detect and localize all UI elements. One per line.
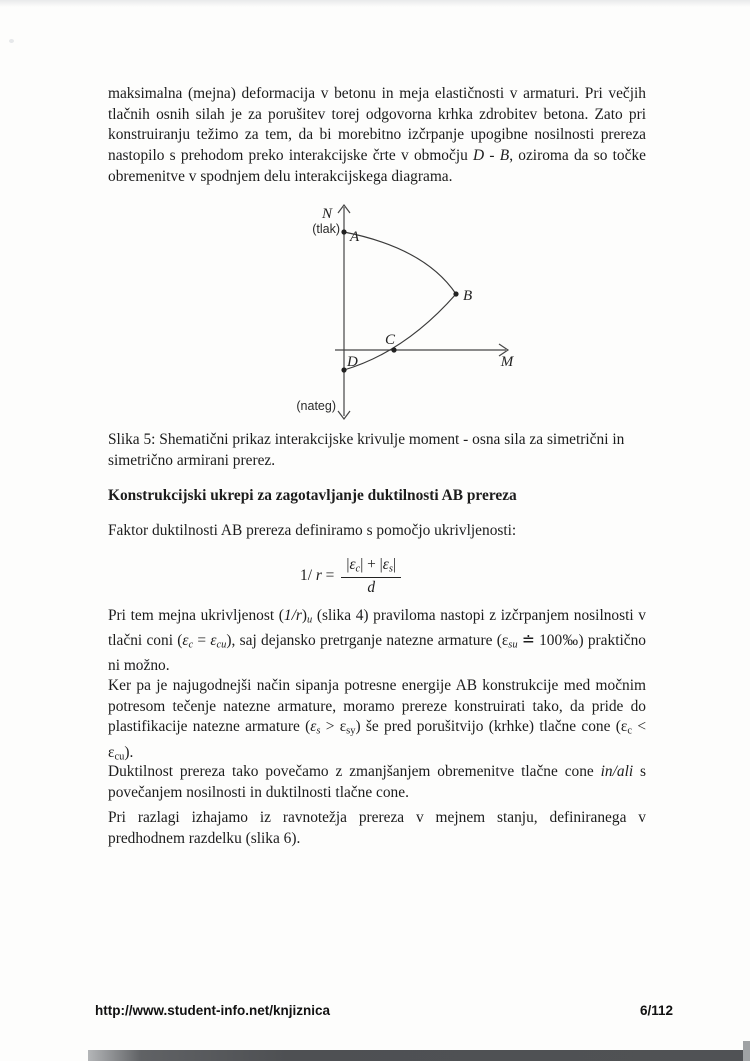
paragraph-equilibrium: Pri razlagi izhajamo iz ravnotežja prereza v mejnem stanju, definiranega v predhodnem razdelku (slika 6).	[108, 809, 646, 847]
section-heading: Konstrukcijski ukrepi za zagotavljanje duktilnosti AB prereza	[108, 487, 517, 504]
point-b-marker	[453, 291, 458, 296]
point-b-label: B	[463, 288, 473, 304]
footer-url: http://www.student-info.net/knjiznica	[95, 1003, 330, 1018]
paragraph-ductility-increase: Duktilnost prereza tako povečamo z zmanjšanjem obremenitve tlačne cone in/ali s povečanjem nosilnosti in duktilnosti tlačne cone.	[108, 763, 646, 801]
paragraph-intro: maksimalna (mejna) deformacija v betonu in meja elastičnosti v armaturi. Pri večjih tlačnih osnih silah je za porušitev torej odgovorna krhka zdrobitev betona. Zato pri konstruiranju težimo za tem, da bi morebitno izčrpanje upogibne nosilnosti prereza nastopilo s prehodom preko interakcijske črte v območju D - B, oziroma da so točke obremenitve v spodnjem delu interakcijskega diagrama.	[108, 85, 646, 185]
page-footer	[95, 1003, 673, 1018]
formula-numerator: $|\varepsilon_c| + |\varepsilon_s|$	[341, 556, 401, 578]
paragraph-factor: Faktor duktilnosti AB prereza definiramo s pomočjo ukrivljenosti:	[108, 522, 517, 539]
paragraph-energy-dissipation: Ker pa je najugodnejši način sipanja potresne energije AB konstrukcije med močnim potresom tečenje natezne armature, moramo prereze konstruirati tako, da pride do plastifikacije natezne armature $(\varepsilon_s > \varepsilon_{sy})$ še pred porušitvijo (krhke) tlačne cone $(\varepsilon_c < \varepsilon_{cu})$.	[108, 677, 646, 763]
footer-page-number: 6/112	[639, 1003, 673, 1018]
point-d-label: D	[347, 354, 358, 370]
formula-denominator: d	[367, 579, 376, 597]
interaction-curve-upper	[344, 232, 456, 294]
scan-edge-bottom	[88, 1050, 750, 1061]
point-c-marker	[391, 347, 396, 352]
formula-lhs: 1/ r =	[300, 567, 335, 585]
paragraph-curvature-limit: Pri tem mejna ukrivljenost $(1/r)_u$ (slika 4) praviloma nastopi z izčrpanjem nosilnosti v tlačni coni $(\varepsilon_c = \varepsilon_{cu})$, saj dejansko pretrganje natezne armature ($\varepsilon_{su}$ ≐ 100‰) praktično ni možno.	[108, 607, 646, 675]
scan-edge-top	[0, 0, 750, 7]
point-d-marker	[341, 367, 346, 372]
figure-caption: Slika 5: Shematični prikaz interakcijske krivulje moment - osna sila za simetrični in simetrično armirani prerez.	[108, 431, 625, 469]
point-c-label: C	[385, 332, 396, 348]
point-a-label: A	[350, 229, 360, 245]
formula-fraction	[341, 556, 401, 598]
tension-label: (nateg)	[296, 399, 336, 413]
scan-artifact	[9, 39, 14, 43]
formula-curvature	[108, 556, 646, 598]
m-axis-label: M	[500, 354, 514, 370]
interaction-diagram	[275, 195, 520, 430]
point-a-marker	[341, 229, 346, 234]
n-axis-label: N	[321, 206, 332, 222]
scan-edge-corner	[743, 1041, 750, 1061]
interaction-curve-lower	[344, 294, 456, 370]
compression-label: (tlak)	[312, 222, 340, 236]
